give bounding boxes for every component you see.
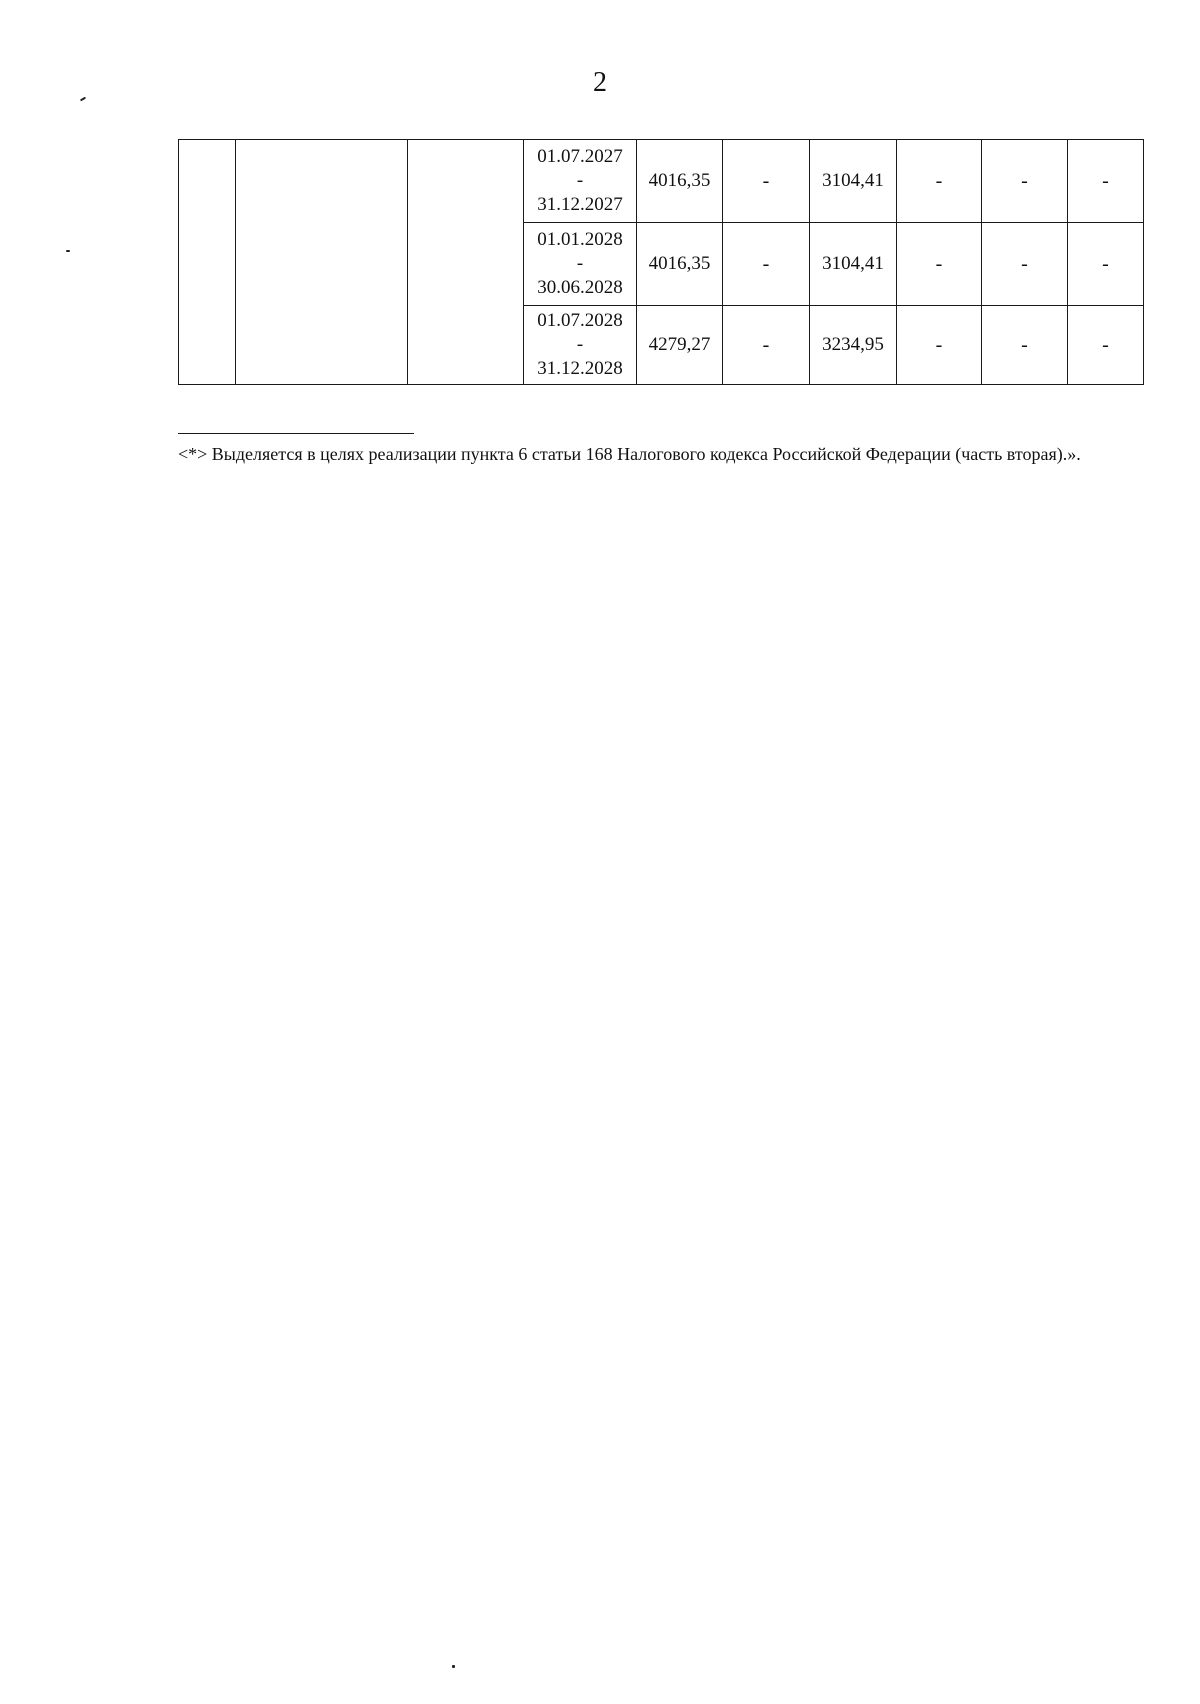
period-end: 31.12.2027 bbox=[537, 194, 623, 215]
dash-cell: - bbox=[982, 306, 1068, 385]
period-start: 01.01.2028 bbox=[537, 229, 623, 250]
dash-cell: - bbox=[1068, 306, 1144, 385]
period-separator: - bbox=[576, 170, 584, 191]
tariff-value-cell: 3104,41 bbox=[810, 223, 897, 306]
dash-cell: - bbox=[897, 140, 982, 223]
dash-cell: - bbox=[1068, 140, 1144, 223]
period-cell bbox=[524, 223, 637, 306]
table-row bbox=[179, 140, 1144, 223]
merged-cell-number bbox=[179, 140, 236, 385]
period-start: 01.07.2028 bbox=[537, 310, 623, 331]
period-separator: - bbox=[576, 334, 584, 355]
tariff-value-cell: 4279,27 bbox=[637, 306, 723, 385]
period-end: 30.06.2028 bbox=[537, 277, 623, 298]
dash-cell: - bbox=[723, 140, 810, 223]
period-start: 01.07.2027 bbox=[537, 146, 623, 167]
period-end: 31.12.2028 bbox=[537, 358, 623, 379]
period-separator: - bbox=[576, 253, 584, 274]
scan-speck bbox=[66, 250, 70, 252]
dash-cell: - bbox=[723, 306, 810, 385]
merged-cell-category bbox=[408, 140, 524, 385]
period-cell bbox=[524, 140, 637, 223]
dash-cell: - bbox=[897, 306, 982, 385]
page-number: 2 bbox=[593, 67, 607, 98]
dash-cell: - bbox=[897, 223, 982, 306]
footnote-text: <*> Выделяется в целях реализации пункта 6 статьи 168 Налогового кодекса Российской Федерации (часть вторая).». bbox=[178, 444, 1081, 464]
dash-cell: - bbox=[982, 140, 1068, 223]
dash-cell: - bbox=[1068, 223, 1144, 306]
footnote-divider bbox=[178, 433, 414, 434]
merged-cell-organization bbox=[236, 140, 408, 385]
dash-cell: - bbox=[982, 223, 1068, 306]
period-cell bbox=[524, 306, 637, 385]
tariff-value-cell: 4016,35 bbox=[637, 140, 723, 223]
tariff-value-cell: 3104,41 bbox=[810, 140, 897, 223]
tariff-value-cell: 4016,35 bbox=[637, 223, 723, 306]
tariff-value-cell: 3234,95 bbox=[810, 306, 897, 385]
tariff-table bbox=[178, 139, 1144, 385]
scan-speck bbox=[452, 1665, 455, 1668]
dash-cell: - bbox=[723, 223, 810, 306]
